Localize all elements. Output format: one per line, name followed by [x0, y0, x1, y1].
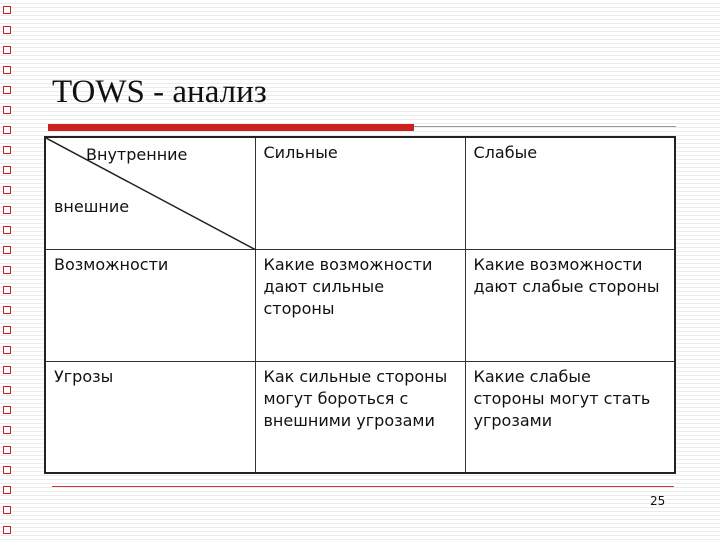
row-label-threats: Угрозы	[45, 361, 255, 473]
title-underline-rule	[414, 126, 676, 127]
decorative-bullet	[3, 486, 11, 494]
decorative-bullet	[3, 306, 11, 314]
decorative-bullet	[3, 386, 11, 394]
decorative-bullet	[3, 66, 11, 74]
tows-matrix-table	[44, 136, 676, 474]
decorative-bullet	[3, 86, 11, 94]
decorative-bullet	[3, 186, 11, 194]
row-opportunities	[45, 249, 675, 361]
row-threats	[45, 361, 675, 473]
slide-title: TOWS - анализ	[52, 74, 267, 110]
decorative-bullet	[3, 26, 11, 34]
page-number: 25	[650, 494, 666, 508]
decorative-bullet	[3, 166, 11, 174]
decorative-bullet	[3, 506, 11, 514]
corner-internal-label: Внутренние	[86, 145, 188, 164]
decorative-bullet	[3, 406, 11, 414]
decorative-bullet	[3, 246, 11, 254]
decorative-bullet	[3, 46, 11, 54]
decorative-bullet	[3, 146, 11, 154]
decorative-bullet	[3, 226, 11, 234]
decorative-bullet	[3, 466, 11, 474]
decorative-bullet	[3, 526, 11, 534]
cell-threats-weaknesses: Какие слабые стороны могут стать угрозами	[465, 361, 675, 473]
corner-cell	[45, 137, 255, 249]
decorative-bullet	[3, 426, 11, 434]
decorative-left-bullets	[0, 0, 14, 540]
decorative-bullet	[3, 366, 11, 374]
title-underline-accent	[48, 124, 414, 131]
cell-opportunities-weaknesses: Какие возможности дают слабые стороны	[465, 249, 675, 361]
header-weaknesses: Слабые	[465, 137, 675, 249]
row-label-opportunities: Возможности	[45, 249, 255, 361]
header-strengths: Сильные	[255, 137, 465, 249]
decorative-bullet	[3, 346, 11, 354]
decorative-bullet	[3, 6, 11, 14]
cell-threats-strengths: Как сильные стороны могут бороться с внешними угрозами	[255, 361, 465, 473]
decorative-bullet	[3, 286, 11, 294]
decorative-bullet	[3, 126, 11, 134]
corner-external-label: внешние	[54, 197, 130, 216]
decorative-bullet	[3, 206, 11, 214]
decorative-bullet	[3, 106, 11, 114]
footer-rule	[52, 486, 674, 487]
decorative-bullet	[3, 446, 11, 454]
decorative-bullet	[3, 326, 11, 334]
decorative-bullet	[3, 266, 11, 274]
cell-opportunities-strengths: Какие возможности дают сильные стороны	[255, 249, 465, 361]
